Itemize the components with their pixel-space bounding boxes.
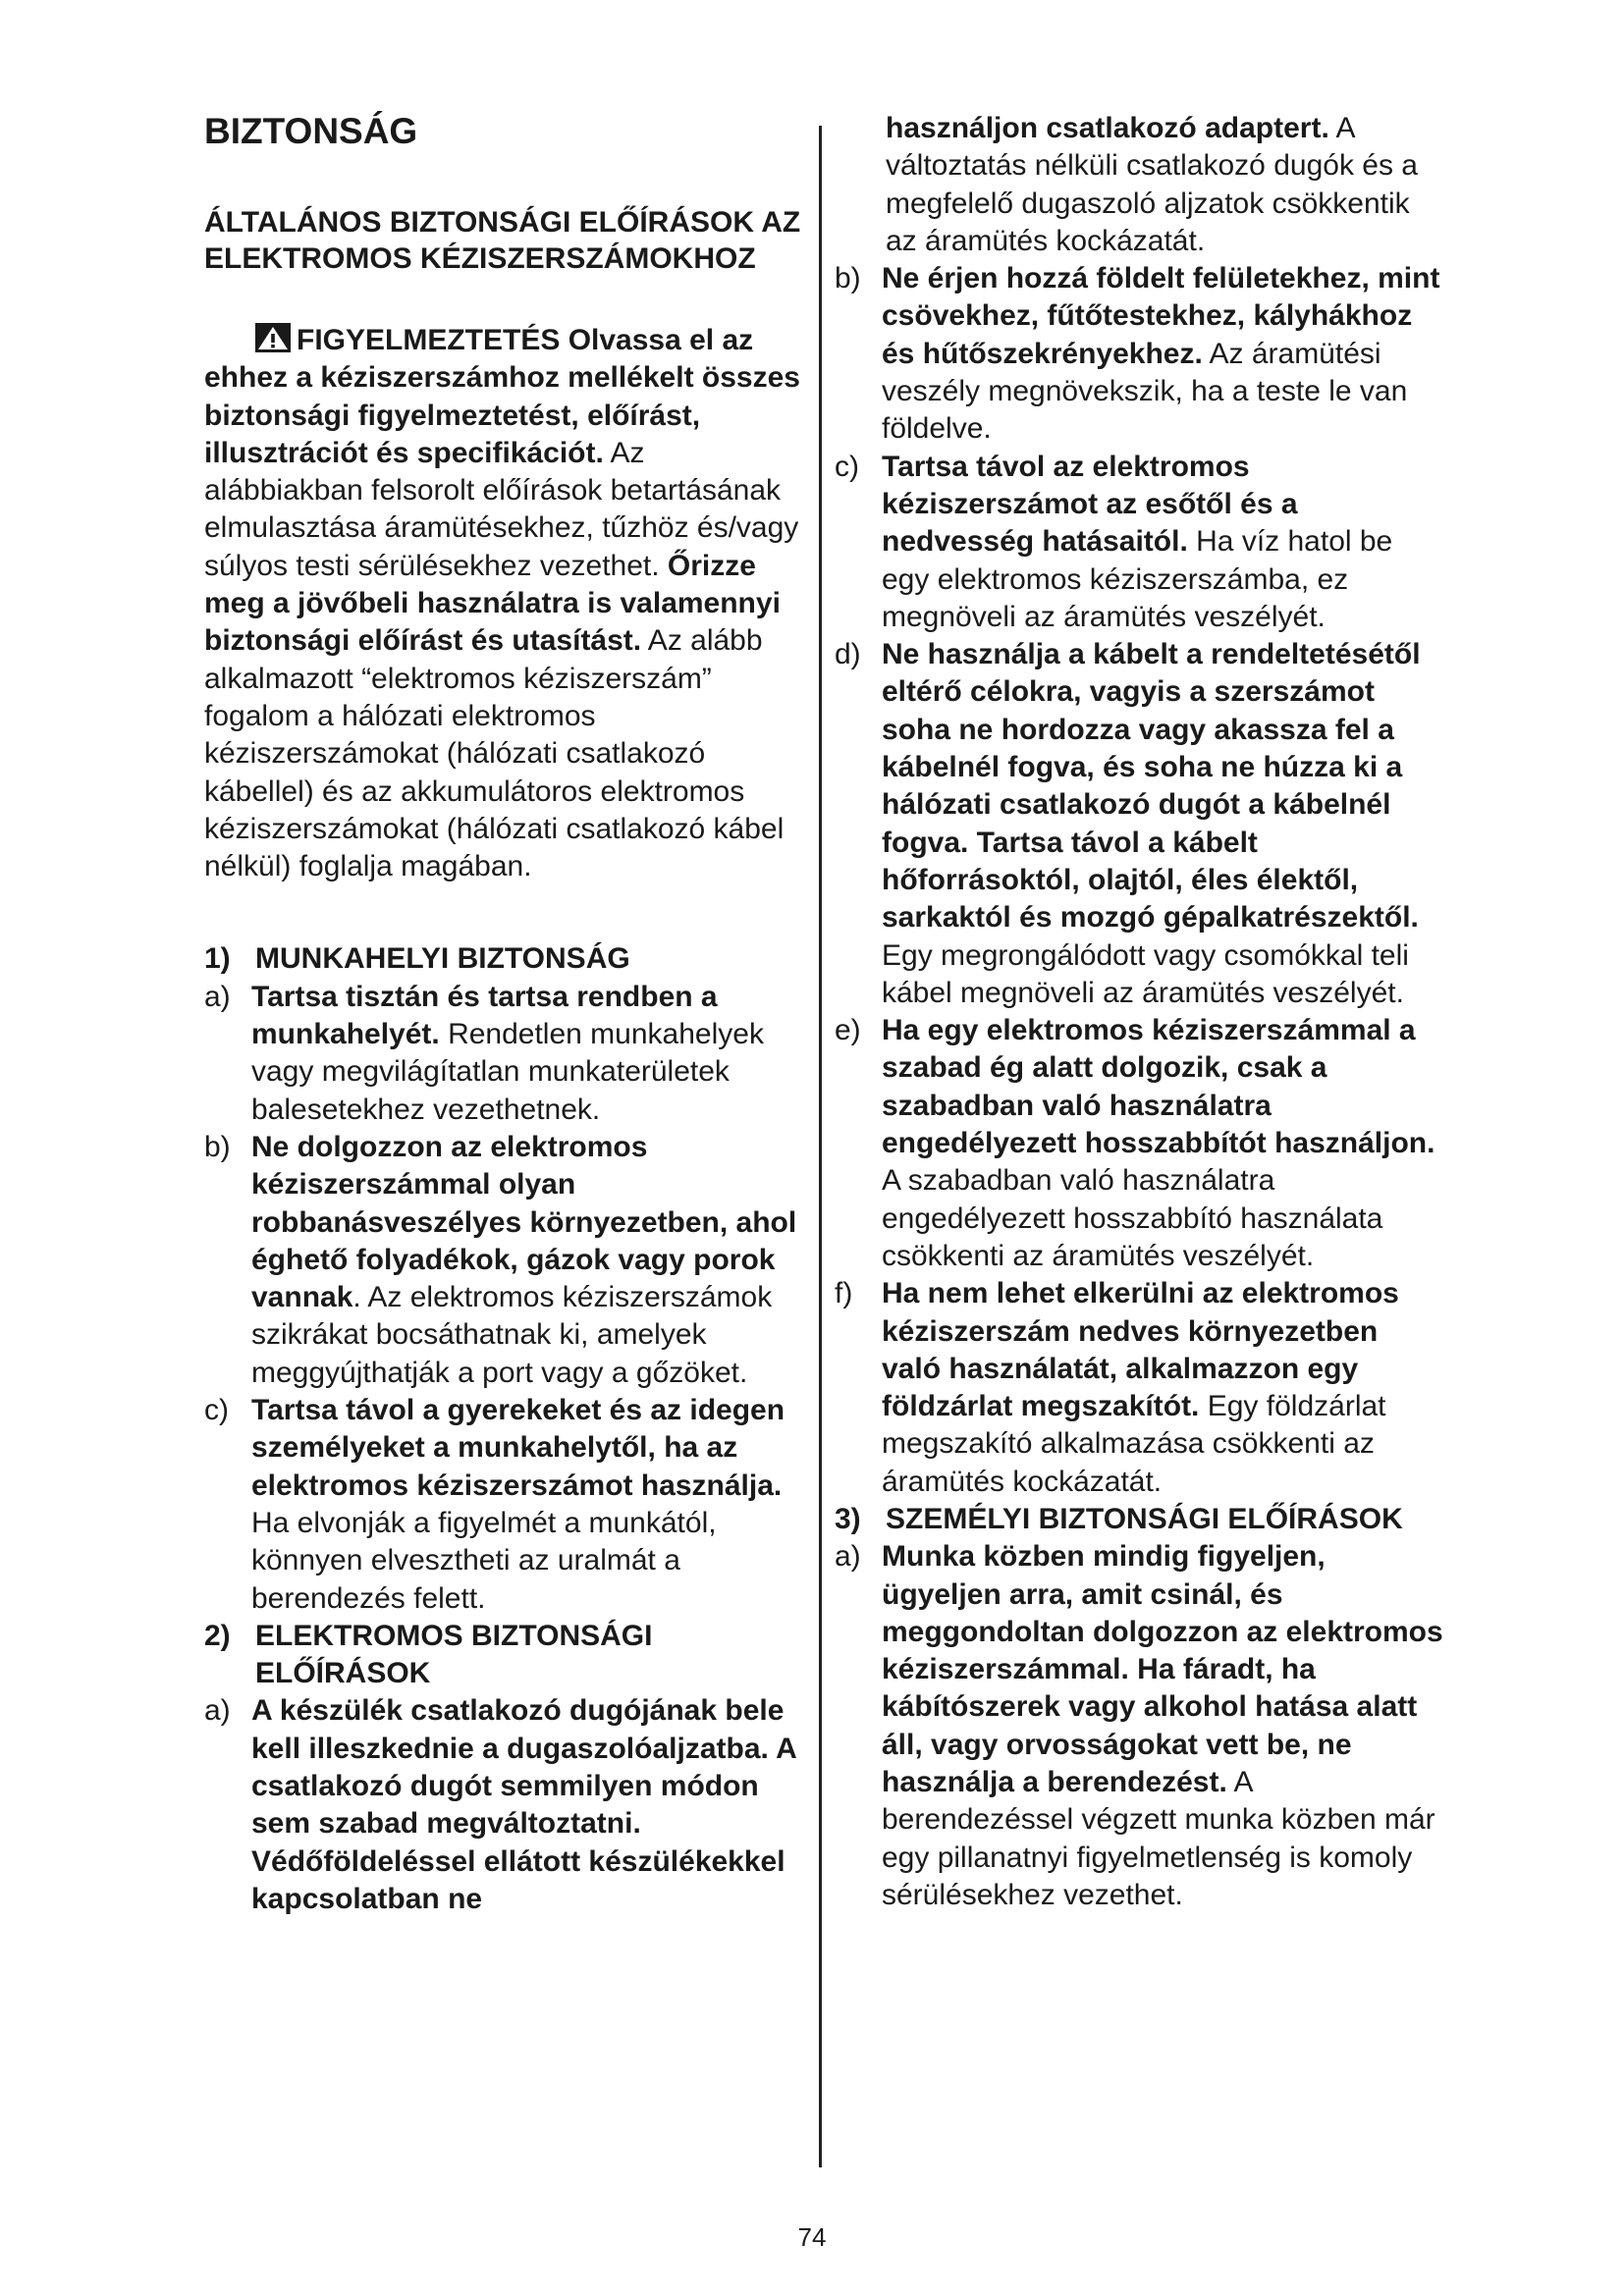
- item-text: Ha víz hatol be egy elektromos kéziszerszámba, ez megnöveli az áramütés veszélyét.: [882, 525, 1393, 633]
- item-text: Egy földzárlat megszakító alkalmazása csökkenti az áramütés kockázatát.: [882, 1390, 1386, 1498]
- item-label: a): [835, 1540, 861, 1574]
- item-text: A berendezéssel végzett munka közben már egy pillanatnyi figyelmetlenség is komoly sérülésekhez vezethet.: [882, 1766, 1435, 1911]
- item-label: f): [835, 1277, 853, 1310]
- item-bold: Munka közben mindig figyeljen, ügyeljen arra, amit csinál, és meggondoltan dolgozzon az elektromos kéziszerszámmal. Ha fáradt, ha kábítószerek vagy alkohol hatása alatt áll, vagy orvosságokat vett be, ne használja a berendezést.: [882, 1540, 1443, 1799]
- item-text: Ha elvonják a figyelmét a munkától, könnyen elvesztheti az uralmát a berendezés felett.: [251, 1506, 717, 1615]
- list-item: [204, 1692, 803, 1918]
- item-text: Egy megrongálódott vagy csomókkal teli kábel megnöveli az áramütés veszélyét.: [882, 938, 1409, 1009]
- continuation-bold: használjon csatlakozó adaptert.: [886, 112, 1329, 144]
- page-number: 74: [797, 2222, 827, 2252]
- list-item: [204, 979, 803, 1129]
- item-text: . Az elektromos kéziszerszámok szikrákat bocsáthatnak ki, amelyek meggyújthatják a port vagy a gőzöket.: [251, 1281, 773, 1389]
- item-label: b): [204, 1130, 231, 1163]
- item-label: c): [204, 1394, 229, 1427]
- list-item: [835, 1538, 1443, 1914]
- item-label: c): [835, 450, 859, 483]
- item-label: a): [204, 980, 231, 1013]
- list-item: [204, 1392, 803, 1618]
- section-number: 3): [835, 1502, 861, 1535]
- item-text: Rendetlen munkahelyek vagy megvilágítatlan munkaterületek balesetekhez vezethetnek.: [251, 1018, 764, 1126]
- item-bold: Ne használja a kábelt a rendeltetésétől eltérő célokra, vagyis a szerszámot soha ne hordozza vagy akassza fel a kábelnél fogva, és soha ne húzza ki a hálózati csatlakozó dugót a kábelnél fogva. Tartsa távol a kábelt hőforrásoktól, olajtól, éles élektől, sarkaktól és mozgó gépalkatrészektől.: [882, 638, 1421, 934]
- section-title: MUNKAHELYI BIZTONSÁG: [255, 942, 630, 976]
- section-title: ELEKTROMOS BIZTONSÁGI ELŐÍRÁSOK: [255, 1619, 653, 1690]
- warning-paragraph: [204, 322, 803, 885]
- section-3-heading: [835, 1501, 1443, 1538]
- item-bold: Tartsa tisztán és tartsa rendben a munkahelyét.: [251, 980, 718, 1051]
- item-text: A szabadban való használatra engedélyezett hosszabbító használata csökkenti az áramütés veszélyét.: [882, 1164, 1383, 1272]
- item-bold: A készülék csatlakozó dugójának bele kell illeszkednie a dugaszolóaljzatba. A csatlakozó dugót semmilyen módon sem szabad megváltoztatni. Védőföldeléssel ellátott készülékekkel kapcsolatban ne: [251, 1694, 796, 1915]
- warning-bold-2: Őrizze meg a jövőbeli használatra is valamennyi biztonsági előírást és utasítást.: [204, 549, 781, 658]
- section-2-heading: [204, 1618, 803, 1693]
- right-column: [835, 110, 1443, 1914]
- warning-triangle-icon: [255, 323, 291, 352]
- page-title: BIZTONSÁG: [204, 111, 418, 151]
- continuation-paragraph: [835, 110, 1443, 260]
- warning-bold-1: Olvassa el az ehhez a kéziszerszámhoz mellékelt összes biztonsági figyelmeztetést, előírást, illusztrációt és specifikációt.: [204, 324, 800, 469]
- item-bold: Ha egy elektromos kéziszerszámmal a szabad ég alatt dolgozik, csak a szabadban való használatra engedélyezett hosszabbítót használjon.: [882, 1014, 1435, 1160]
- section-number: 2): [204, 1619, 231, 1652]
- warning-text-2: Az alább alkalmazott “elektromos kéziszerszám” fogalom a hálózati elektromos kéziszerszámokat (hálózati csatlakozó kábellel) és az akkumulátoros elektromos kéziszerszámokat (hálózati csatlakozó kábel nélkül) foglalja magában.: [204, 624, 785, 883]
- item-label: a): [204, 1694, 231, 1728]
- item-label: e): [835, 1014, 861, 1047]
- section-number: 1): [204, 942, 231, 976]
- list-item: [835, 1275, 1443, 1501]
- list-item: [835, 449, 1443, 636]
- item-bold: Ne dolgozzon az elektromos kéziszerszámmal olyan robbanásveszélyes környezetben, ahol éghető folyadékok, gázok vagy porok vannak: [251, 1130, 797, 1314]
- left-column: [204, 110, 803, 1918]
- item-label: d): [835, 638, 861, 671]
- section-1-heading: [204, 940, 803, 978]
- warning-text-1: Az alábbiakban felsorolt előírások betartásának elmulasztása áramütésekhez, tűzhöz és/vagy súlyos testi sérülésekhez vezethet.: [204, 436, 799, 582]
- list-item: [835, 260, 1443, 448]
- warning-label: FIGYELMEZTETÉS: [297, 324, 561, 356]
- item-text: Az áramütési veszély megnövekszik, ha a teste le van földelve.: [882, 337, 1408, 446]
- section-heading: ÁLTALÁNOS BIZTONSÁGI ELŐÍRÁSOK AZ ELEKTROMOS KÉZISZERSZÁMOKHOZ: [204, 206, 801, 275]
- continuation-text: A változtatás nélküli csatlakozó dugók és a megfelelő dugaszoló aljzatok csökkentik az áramütés kockázatát.: [886, 112, 1418, 257]
- item-bold: Tartsa távol a gyerekeket és az idegen személyeket a munkahelytől, ha az elektromos kéziszerszámot használja.: [251, 1394, 785, 1502]
- list-item: [204, 1129, 803, 1392]
- section-title: SZEMÉLYI BIZTONSÁGI ELŐÍRÁSOK: [886, 1502, 1403, 1535]
- item-bold: Ne érjen hozzá földelt felületekhez, mint csövekhez, fűtőtestekhez, kályhákhoz és hűtőszekrényekhez.: [882, 262, 1440, 370]
- list-item: [835, 636, 1443, 1012]
- item-bold: Ha nem lehet elkerülni az elektromos kéziszerszám nedves környezetben való használatát, alkalmazzon egy földzárlat megszakítót.: [882, 1277, 1399, 1423]
- item-label: b): [835, 262, 861, 295]
- item-bold: Tartsa távol az elektromos kéziszerszámot az esőtől és a nedvesség hatásaitól.: [882, 450, 1298, 559]
- list-item: [835, 1012, 1443, 1275]
- column-divider: [819, 126, 822, 2167]
